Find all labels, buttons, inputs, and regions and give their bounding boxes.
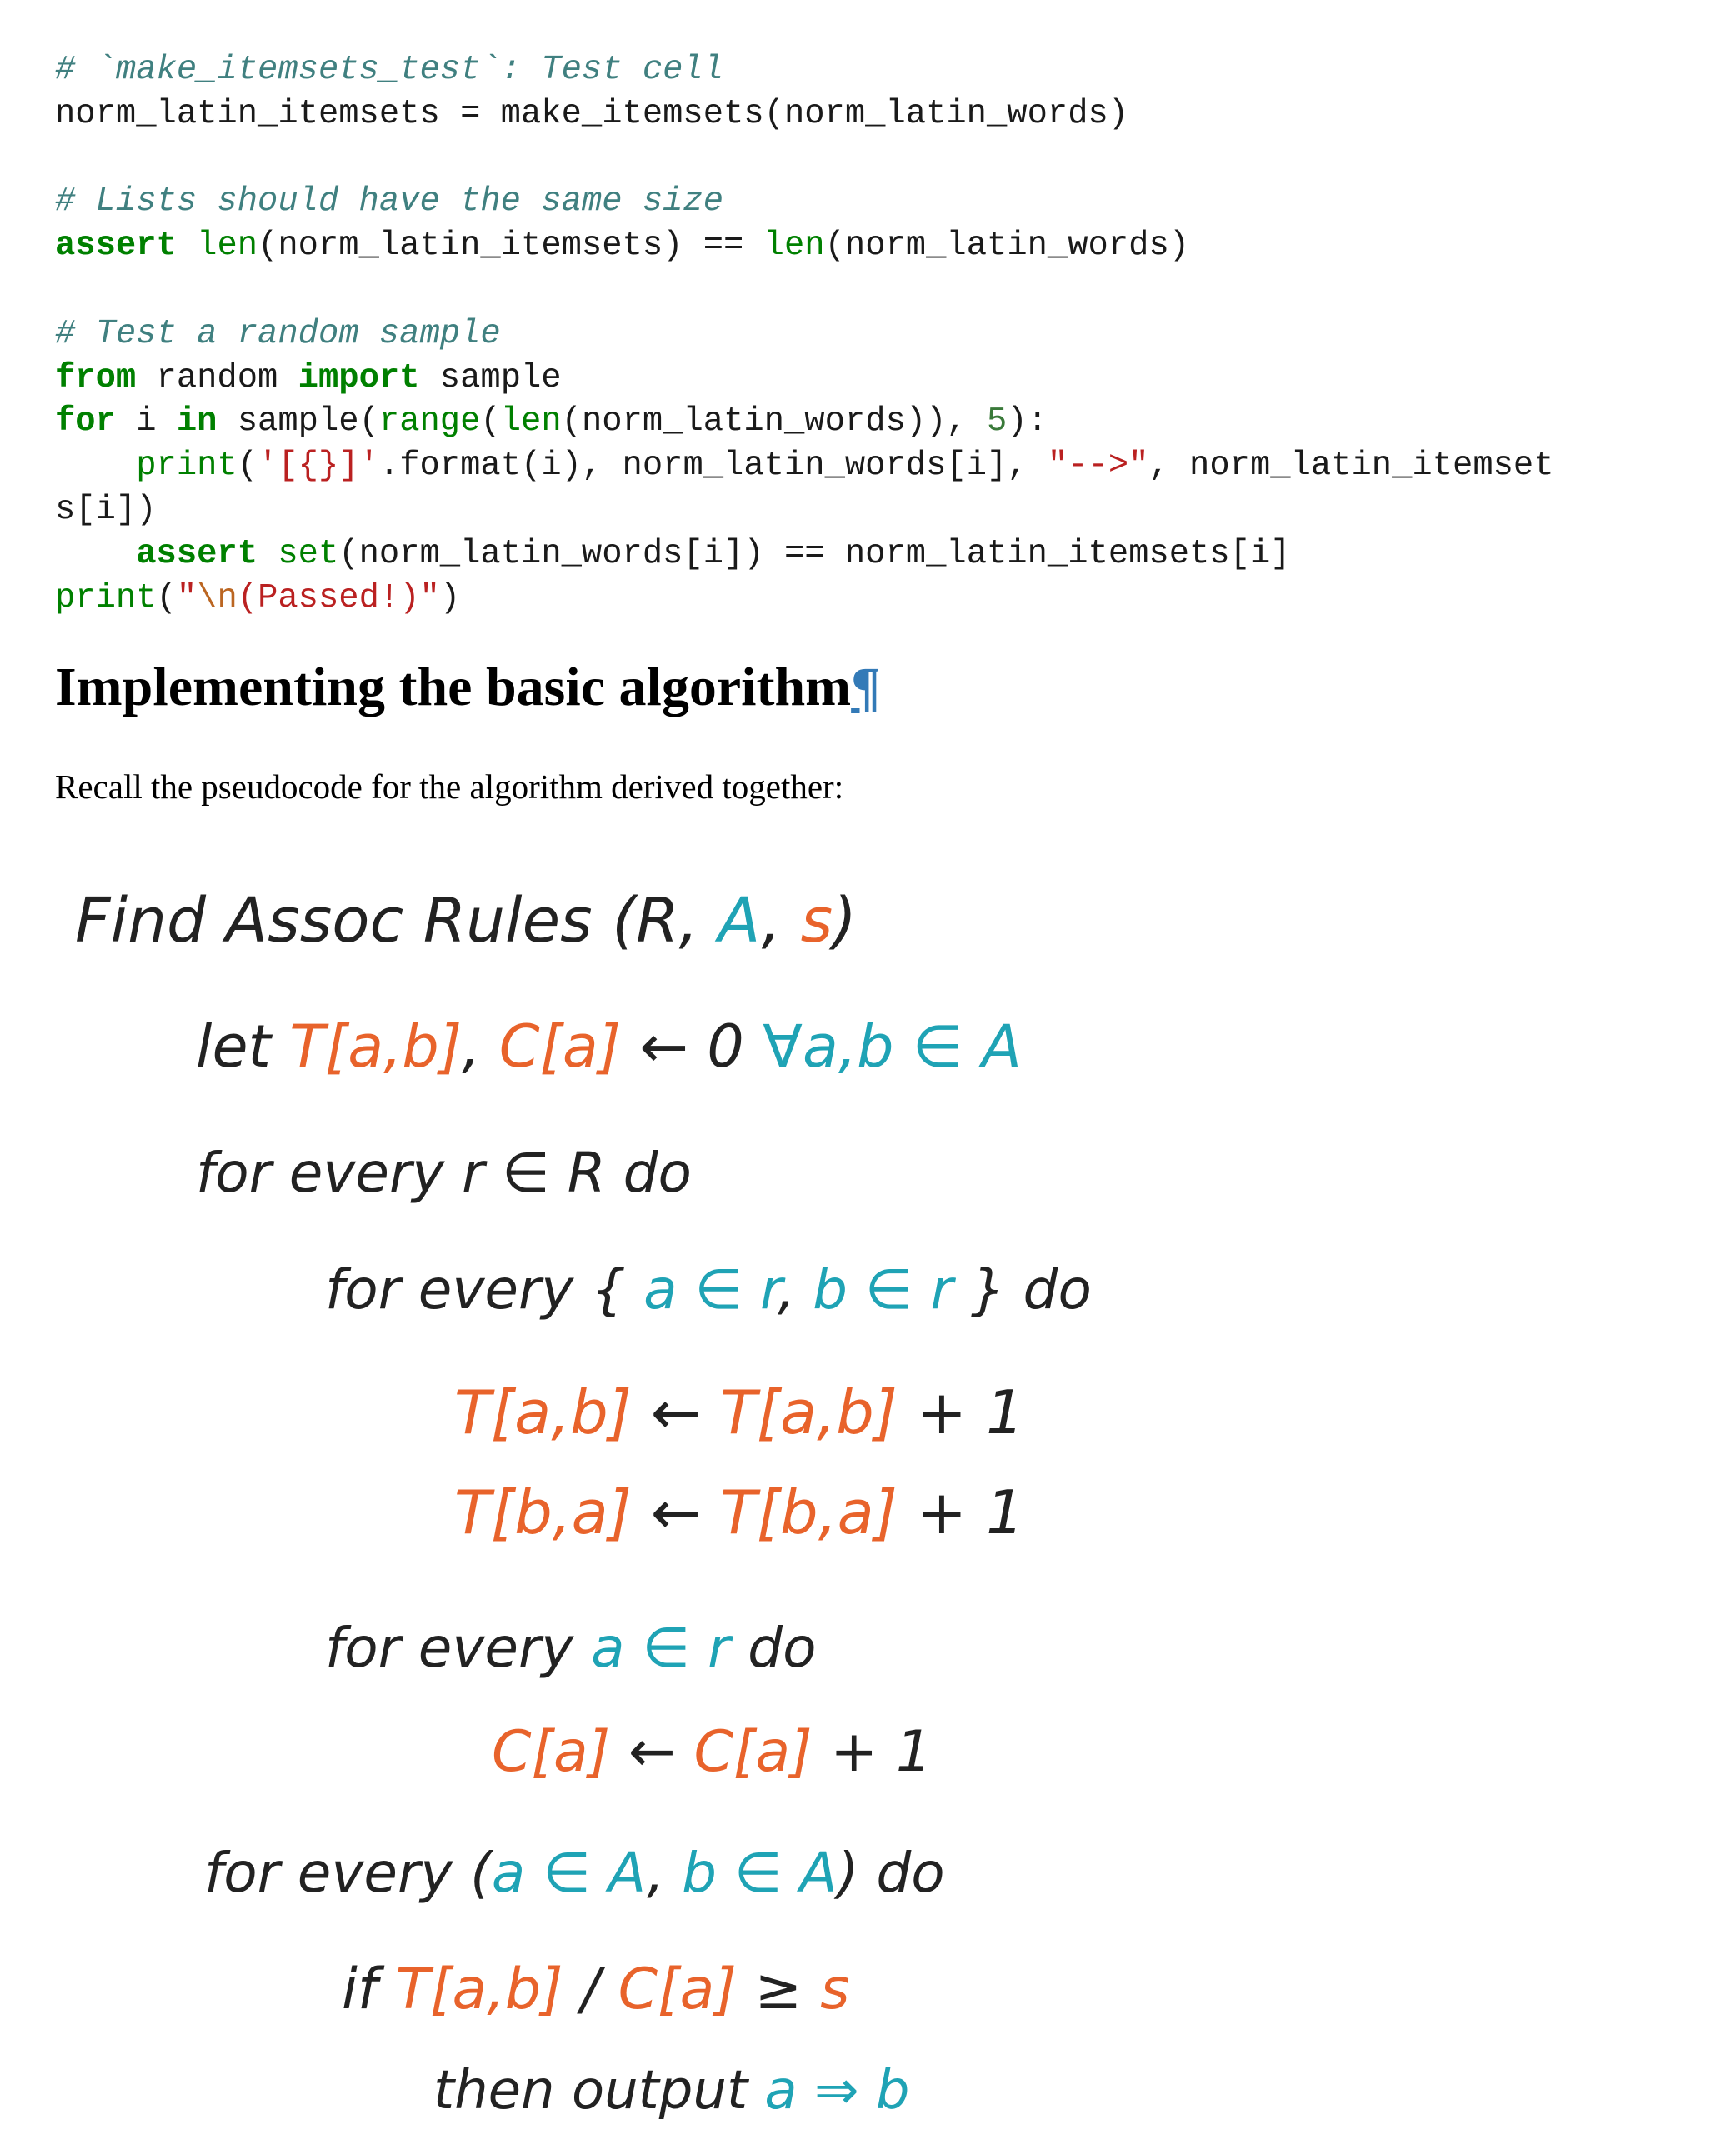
pseudocode-token: + 1: [897, 1477, 1024, 1547]
code-line: [55, 95, 1128, 133]
code-token: [258, 535, 278, 573]
pseudocode-line: [325, 1616, 816, 1680]
pseudocode-token: ∈: [484, 1141, 568, 1205]
code-token: # Lists should have the same size: [55, 182, 724, 222]
pseudocode-token: if: [342, 1957, 396, 2022]
pseudocode-token: s: [800, 885, 833, 957]
pseudocode-token: b ∈ A: [682, 1841, 838, 1905]
pseudocode-token: do: [605, 1141, 692, 1205]
pseudocode-token: for every: [196, 1141, 463, 1205]
code-token: ):: [1007, 402, 1048, 442]
code-token: len: [763, 227, 825, 266]
code-cell: [55, 48, 1713, 620]
code-token: (Passed!)": [237, 578, 440, 617]
pseudocode-token: for every {: [325, 1257, 644, 1322]
code-token: len: [500, 402, 562, 442]
pseudocode-token: ,: [761, 885, 801, 957]
pseudocode-token: + 1: [812, 1719, 933, 1785]
code-line: [55, 51, 723, 89]
intro-paragraph: Recall the pseudocode for the algorithm derived together:: [55, 767, 844, 806]
pseudocode-token: T[b,a]: [454, 1477, 632, 1547]
code-token: (norm_latin_words[i]) == norm_latin_itemsets[i]: [338, 534, 1291, 573]
pseudocode-token: for every: [325, 1616, 592, 1680]
code-token: (norm_latin_words)),: [561, 402, 988, 442]
code-token: norm_latin_itemsets = make_itemsets(norm_latin_words): [55, 94, 1129, 133]
code-token: \n: [197, 578, 238, 617]
pseudocode-token: ,: [678, 885, 718, 957]
pseudocode-token: R: [567, 1141, 606, 1205]
pseudocode-token: s: [820, 1957, 850, 2022]
pseudocode-token: R: [636, 885, 679, 957]
code-token: ": [176, 578, 198, 617]
pseudocode-token: ∀a,b ∈ A: [763, 1012, 1022, 1081]
pseudocode-token: A: [718, 885, 762, 957]
pseudocode-line: [204, 1841, 945, 1905]
pseudocode-token: ): [833, 885, 858, 957]
code-token: , norm_latin_itemset: [1148, 447, 1554, 486]
code-token: [55, 535, 136, 573]
pseudocode-token: do: [730, 1616, 817, 1680]
code-token: random: [136, 358, 298, 397]
code-token: range: [378, 402, 481, 442]
pseudocode-token: C[a]: [693, 1719, 813, 1785]
code-line: [55, 359, 562, 397]
pseudocode-line: [196, 1141, 692, 1205]
pseudocode-token: then output: [433, 2060, 765, 2122]
pseudocode-token: T[b,a]: [719, 1477, 898, 1547]
code-token: [177, 227, 197, 265]
pseudocode-token: a ⇒ b: [764, 2060, 910, 2122]
code-line: [55, 182, 723, 221]
pseudocode-line: [454, 1477, 1024, 1547]
pseudocode-image: [0, 842, 1736, 2139]
pseudocode-token: a ∈ r: [591, 1616, 731, 1680]
code-token: sample(: [217, 402, 379, 442]
code-token: .format(i), norm_latin_words[i],: [378, 447, 1048, 486]
code-token: '[{}]': [258, 447, 379, 486]
pseudocode-token: /: [563, 1957, 618, 2022]
code-token: [55, 447, 136, 485]
code-token: in: [176, 402, 218, 442]
pseudocode-token: ← 0: [621, 1012, 763, 1081]
code-token: (norm_latin_words): [824, 227, 1190, 266]
pseudocode-token: ←: [631, 1377, 720, 1447]
pseudocode-token: a ∈ r: [643, 1257, 778, 1322]
pseudocode-token: b ∈ r: [813, 1257, 953, 1322]
pseudocode-line: [433, 2060, 910, 2122]
code-token: from: [55, 358, 137, 397]
code-token: print: [136, 447, 238, 486]
pseudocode-token: r: [462, 1141, 485, 1205]
code-line: [55, 447, 1554, 485]
pseudocode-token: ) do: [837, 1841, 945, 1905]
code-token: (: [156, 578, 177, 617]
code-token: (: [480, 402, 501, 442]
pseudocode-token: ←: [631, 1477, 720, 1547]
pseudocode-token: ,: [462, 1012, 499, 1081]
code-token: # Test a random sample: [55, 314, 501, 353]
pseudocode-line: [196, 1012, 1022, 1081]
code-token: 5: [987, 402, 1008, 442]
code-line: [55, 579, 460, 617]
code-token: # `make_itemsets_test`: Test cell: [55, 51, 724, 89]
pseudocode-token: C[a]: [618, 1957, 737, 2022]
pseudocode-token: C[a]: [498, 1012, 622, 1081]
pseudocode-token: for every (: [204, 1841, 492, 1905]
pseudocode-line: [75, 885, 857, 957]
code-token: s[i]): [55, 490, 157, 529]
code-token: set: [278, 534, 339, 573]
code-line: [55, 315, 501, 353]
pseudocode-token: Find Assoc Rules (: [75, 885, 637, 957]
code-token: ): [439, 578, 461, 617]
code-line: [55, 402, 1048, 441]
pseudocode-token: T[a,b]: [454, 1377, 632, 1447]
code-token: len: [197, 227, 258, 266]
section-heading: [55, 650, 881, 725]
pseudocode-token: ,: [778, 1257, 813, 1322]
code-token: i: [115, 402, 177, 442]
pseudocode-token: T[a,b]: [719, 1377, 898, 1447]
code-line: [55, 227, 1189, 265]
code-token: sample: [419, 358, 562, 397]
pseudocode-token: ≥: [736, 1957, 821, 2022]
pseudocode-token: let: [196, 1012, 290, 1081]
pseudocode-token: C[a]: [492, 1719, 611, 1785]
code-token: assert: [55, 227, 177, 266]
code-token: print: [55, 578, 157, 617]
code-token: for: [55, 402, 116, 442]
code-line: [55, 491, 157, 529]
pseudocode-token: + 1: [897, 1377, 1024, 1447]
code-token: "-->": [1047, 447, 1149, 486]
pseudocode-line: [492, 1719, 932, 1785]
pseudocode-token: a ∈ A: [491, 1841, 648, 1905]
code-token: (norm_latin_itemsets) ==: [258, 227, 764, 266]
anchor-link[interactable]: ¶: [851, 657, 881, 717]
pseudocode-token: T[a,b]: [395, 1957, 563, 2022]
code-token: assert: [136, 534, 258, 573]
pseudocode-token: } do: [953, 1257, 1092, 1322]
code-token: (: [237, 447, 258, 486]
code-token: import: [298, 358, 420, 397]
pseudocode-line: [325, 1257, 1092, 1322]
pseudocode-token: ←: [610, 1719, 694, 1785]
code-line: [55, 535, 1291, 573]
pseudocode-line: [342, 1957, 850, 2022]
pseudocode-token: T[a,b]: [289, 1012, 463, 1081]
pseudocode-token: ,: [647, 1841, 683, 1905]
heading-text: Implementing the basic algorithm: [55, 657, 852, 717]
pseudocode-line: [454, 1377, 1024, 1447]
